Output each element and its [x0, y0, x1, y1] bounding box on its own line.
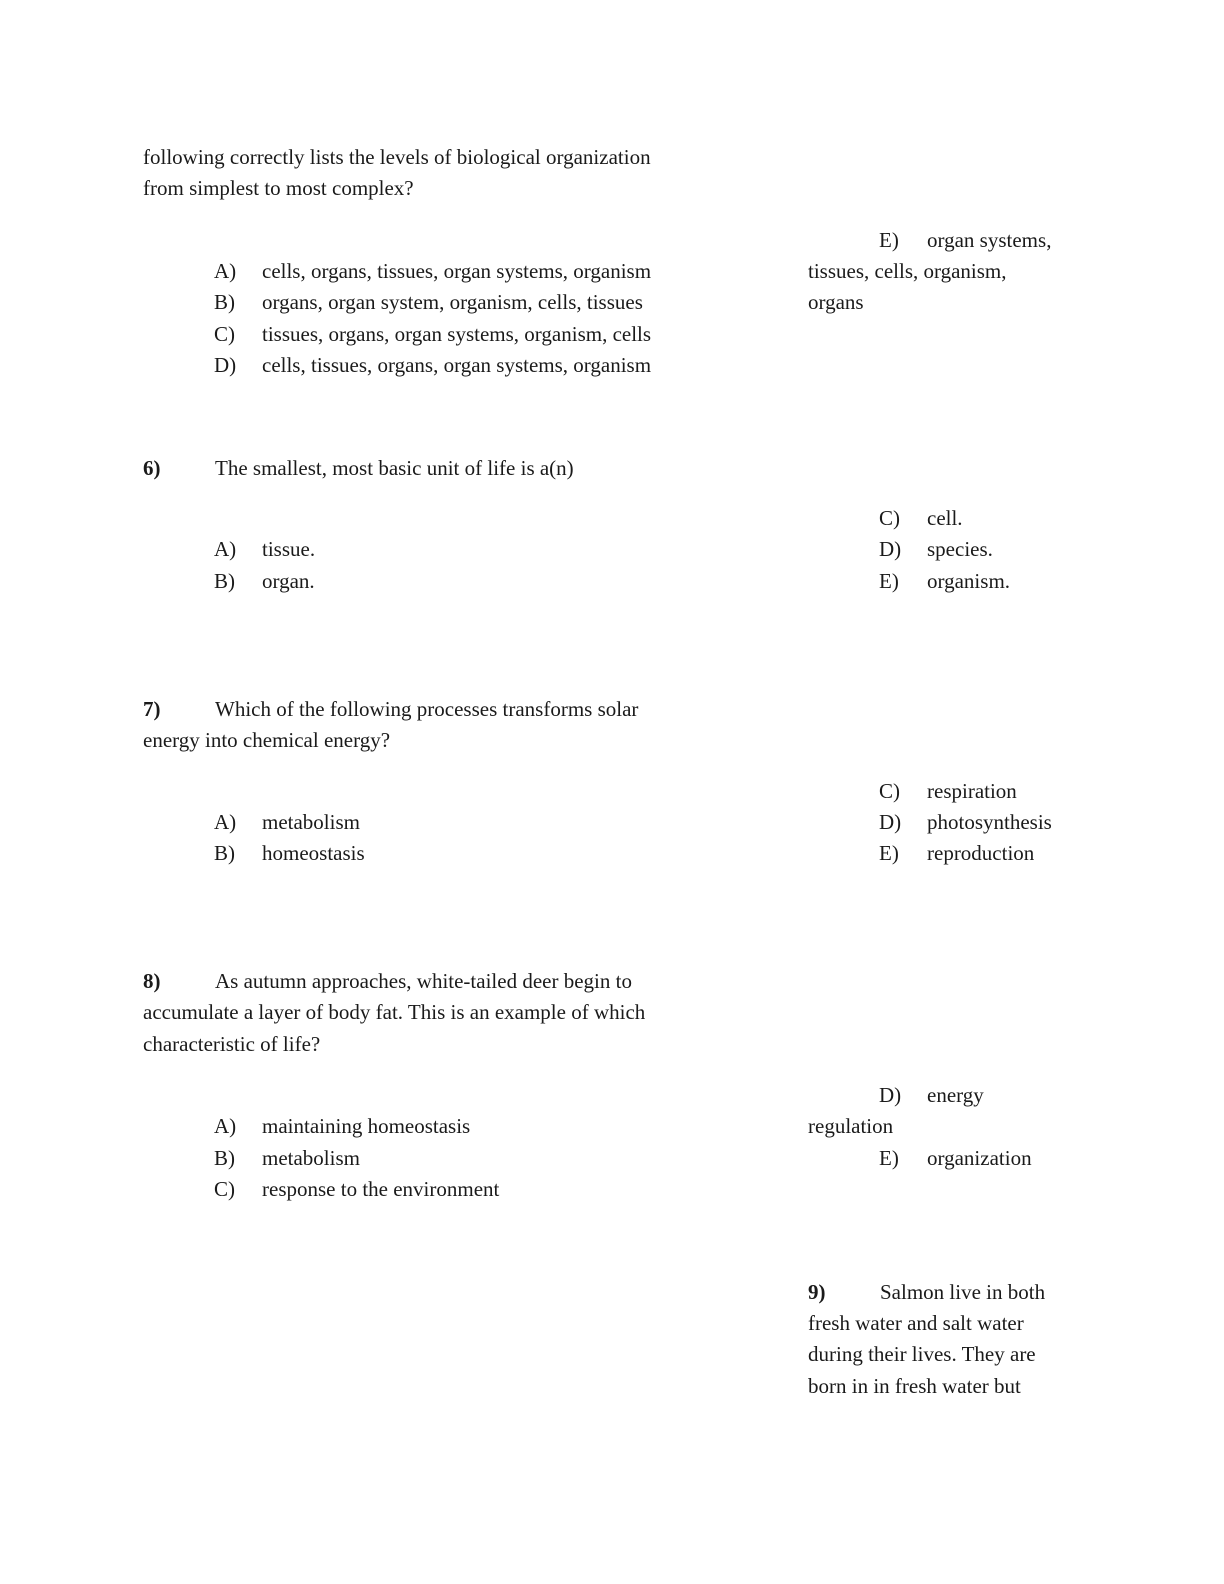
option-letter: D) [879, 537, 902, 561]
option-text: cell. [927, 506, 963, 530]
option-letter: E) [879, 1146, 899, 1170]
q7-option-b [214, 838, 365, 870]
q6-option-d [879, 534, 993, 566]
option-text: homeostasis [262, 841, 365, 865]
q5-option-c [214, 319, 651, 351]
option-text: organ systems, [927, 228, 1052, 252]
option-letter: D) [879, 810, 902, 834]
question-text: As autumn approaches, white-tailed deer begin to [215, 969, 632, 993]
option-letter: E) [879, 569, 899, 593]
q6-option-a [214, 534, 315, 566]
q8-option-a [214, 1111, 470, 1143]
q8-option-b [214, 1143, 360, 1175]
option-text: organ. [262, 569, 315, 593]
q9-stem-line2: fresh water and salt water [808, 1311, 1024, 1335]
option-text: species. [927, 537, 993, 561]
question-number: 9) [808, 1280, 826, 1304]
option-text: energy [927, 1083, 984, 1107]
q5-option-d [214, 350, 651, 382]
question-number: 7) [143, 697, 161, 721]
option-text: tissues, organs, organ systems, organism, cells [262, 322, 652, 346]
option-text: tissue. [262, 537, 316, 561]
q9-stem-line4: born in in fresh water but [808, 1374, 1021, 1398]
q6-stem [143, 453, 574, 485]
q8-option-c [214, 1174, 499, 1206]
q7-stem-line1 [143, 694, 638, 726]
question-number: 8) [143, 969, 161, 993]
q5-option-e-line3: organs [808, 290, 864, 314]
option-letter: A) [214, 1114, 237, 1138]
q9-stem-line3: during their lives. They are [808, 1342, 1036, 1366]
option-text: reproduction [927, 841, 1035, 865]
option-letter: D) [214, 353, 237, 377]
option-letter: E) [879, 228, 899, 252]
q5-option-a [214, 256, 651, 288]
q5-option-e [879, 225, 1051, 257]
q8-option-d-line2: regulation [808, 1114, 894, 1138]
option-letter: B) [214, 290, 235, 314]
q8-option-d [879, 1080, 984, 1112]
option-letter: A) [214, 537, 237, 561]
option-text: maintaining homeostasis [262, 1114, 471, 1138]
option-letter: B) [214, 569, 235, 593]
option-text: cells, tissues, organs, organ systems, organism [262, 353, 652, 377]
option-text: organism. [927, 569, 1011, 593]
option-text: organization [927, 1146, 1032, 1170]
option-text: metabolism [262, 1146, 360, 1170]
option-text: photosynthesis [927, 810, 1052, 834]
q8-stem-line1 [143, 966, 632, 998]
option-text: response to the environment [262, 1177, 500, 1201]
q7-option-c [879, 776, 1017, 808]
option-text: cells, organs, tissues, organ systems, organism [262, 259, 652, 283]
option-text: metabolism [262, 810, 360, 834]
option-letter: C) [879, 779, 900, 803]
q8-stem-line3: characteristic of life? [143, 1032, 321, 1056]
q6-option-b [214, 566, 315, 598]
q5-option-b [214, 287, 643, 319]
option-text: organs, organ system, organism, cells, tissues [262, 290, 643, 314]
q5-stem-line1: following correctly lists the levels of biological organization [143, 145, 651, 169]
option-letter: E) [879, 841, 899, 865]
question-number: 6) [143, 456, 161, 480]
option-letter: A) [214, 259, 237, 283]
option-letter: B) [214, 841, 235, 865]
q5-option-e-line2: tissues, cells, organism, [808, 259, 1007, 283]
q6-option-c [879, 503, 963, 535]
q6-option-e [879, 566, 1010, 598]
option-letter: C) [214, 1177, 235, 1201]
q9-stem-line1 [808, 1277, 1045, 1309]
option-letter: C) [879, 506, 900, 530]
q8-stem-line2: accumulate a layer of body fat. This is an example of which [143, 1000, 646, 1024]
question-text: Which of the following processes transforms solar [215, 697, 639, 721]
q7-stem-line2: energy into chemical energy? [143, 728, 391, 752]
q7-option-e [879, 838, 1034, 870]
question-text: The smallest, most basic unit of life is a(n) [215, 456, 574, 480]
option-letter: D) [879, 1083, 902, 1107]
q7-option-a [214, 807, 360, 839]
option-letter: C) [214, 322, 235, 346]
option-text: respiration [927, 779, 1017, 803]
question-text: Salmon live in both [880, 1280, 1046, 1304]
option-letter: A) [214, 810, 237, 834]
q8-option-e [879, 1143, 1032, 1175]
q5-stem-line2: from simplest to most complex? [143, 176, 414, 200]
option-letter: B) [214, 1146, 235, 1170]
q7-option-d [879, 807, 1052, 839]
